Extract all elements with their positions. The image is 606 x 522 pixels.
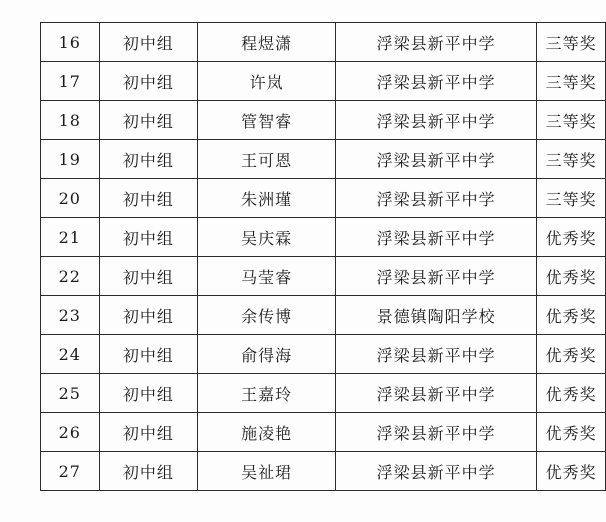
award-cell: 三等奖	[537, 140, 606, 179]
group-cell: 初中组	[99, 179, 197, 218]
student-name-cell: 朱洲瑾	[198, 179, 336, 218]
group-cell: 初中组	[99, 101, 197, 140]
school-cell: 浮梁县新平中学	[336, 179, 537, 218]
row-number-cell: 27	[41, 452, 100, 491]
award-cell: 优秀奖	[537, 218, 606, 257]
table-row	[41, 218, 606, 257]
award-table-body	[41, 23, 606, 491]
school-cell: 浮梁县新平中学	[336, 140, 537, 179]
table-row	[41, 140, 606, 179]
row-number-cell: 21	[41, 218, 100, 257]
table-row	[41, 452, 606, 491]
student-name-cell: 吴庆霖	[198, 218, 336, 257]
award-cell: 优秀奖	[537, 374, 606, 413]
row-number-cell: 25	[41, 374, 100, 413]
award-cell: 优秀奖	[537, 452, 606, 491]
student-name-cell: 吴祉珺	[198, 452, 336, 491]
student-name-cell: 施凌艳	[198, 413, 336, 452]
award-table	[40, 22, 606, 491]
table-row	[41, 335, 606, 374]
row-number-cell: 19	[41, 140, 100, 179]
school-cell: 浮梁县新平中学	[336, 257, 537, 296]
school-cell: 浮梁县新平中学	[336, 101, 537, 140]
group-cell: 初中组	[99, 218, 197, 257]
group-cell: 初中组	[99, 257, 197, 296]
student-name-cell: 程煜潇	[198, 23, 336, 62]
school-cell: 浮梁县新平中学	[336, 218, 537, 257]
group-cell: 初中组	[99, 296, 197, 335]
award-cell: 优秀奖	[537, 413, 606, 452]
row-number-cell: 26	[41, 413, 100, 452]
student-name-cell: 许岚	[198, 62, 336, 101]
school-cell: 浮梁县新平中学	[336, 452, 537, 491]
group-cell: 初中组	[99, 335, 197, 374]
group-cell: 初中组	[99, 374, 197, 413]
student-name-cell: 管智睿	[198, 101, 336, 140]
award-cell: 三等奖	[537, 101, 606, 140]
school-cell: 浮梁县新平中学	[336, 23, 537, 62]
award-cell: 优秀奖	[537, 257, 606, 296]
student-name-cell: 余传博	[198, 296, 336, 335]
group-cell: 初中组	[99, 23, 197, 62]
table-row	[41, 257, 606, 296]
group-cell: 初中组	[99, 62, 197, 101]
award-cell: 优秀奖	[537, 335, 606, 374]
award-cell: 三等奖	[537, 23, 606, 62]
student-name-cell: 俞得海	[198, 335, 336, 374]
school-cell: 浮梁县新平中学	[336, 374, 537, 413]
student-name-cell: 王嘉玲	[198, 374, 336, 413]
row-number-cell: 20	[41, 179, 100, 218]
table-row	[41, 62, 606, 101]
award-cell: 三等奖	[537, 62, 606, 101]
table-row	[41, 374, 606, 413]
row-number-cell: 17	[41, 62, 100, 101]
school-cell: 浮梁县新平中学	[336, 335, 537, 374]
group-cell: 初中组	[99, 140, 197, 179]
student-name-cell: 王可恩	[198, 140, 336, 179]
row-number-cell: 22	[41, 257, 100, 296]
school-cell: 浮梁县新平中学	[336, 62, 537, 101]
student-name-cell: 马莹睿	[198, 257, 336, 296]
school-cell: 景德镇陶阳学校	[336, 296, 537, 335]
group-cell: 初中组	[99, 452, 197, 491]
row-number-cell: 18	[41, 101, 100, 140]
award-cell: 三等奖	[537, 179, 606, 218]
table-row	[41, 179, 606, 218]
row-number-cell: 24	[41, 335, 100, 374]
table-row	[41, 23, 606, 62]
table-row	[41, 413, 606, 452]
school-cell: 浮梁县新平中学	[336, 413, 537, 452]
table-row	[41, 296, 606, 335]
table-row	[41, 101, 606, 140]
group-cell: 初中组	[99, 413, 197, 452]
award-cell: 优秀奖	[537, 296, 606, 335]
row-number-cell: 16	[41, 23, 100, 62]
row-number-cell: 23	[41, 296, 100, 335]
